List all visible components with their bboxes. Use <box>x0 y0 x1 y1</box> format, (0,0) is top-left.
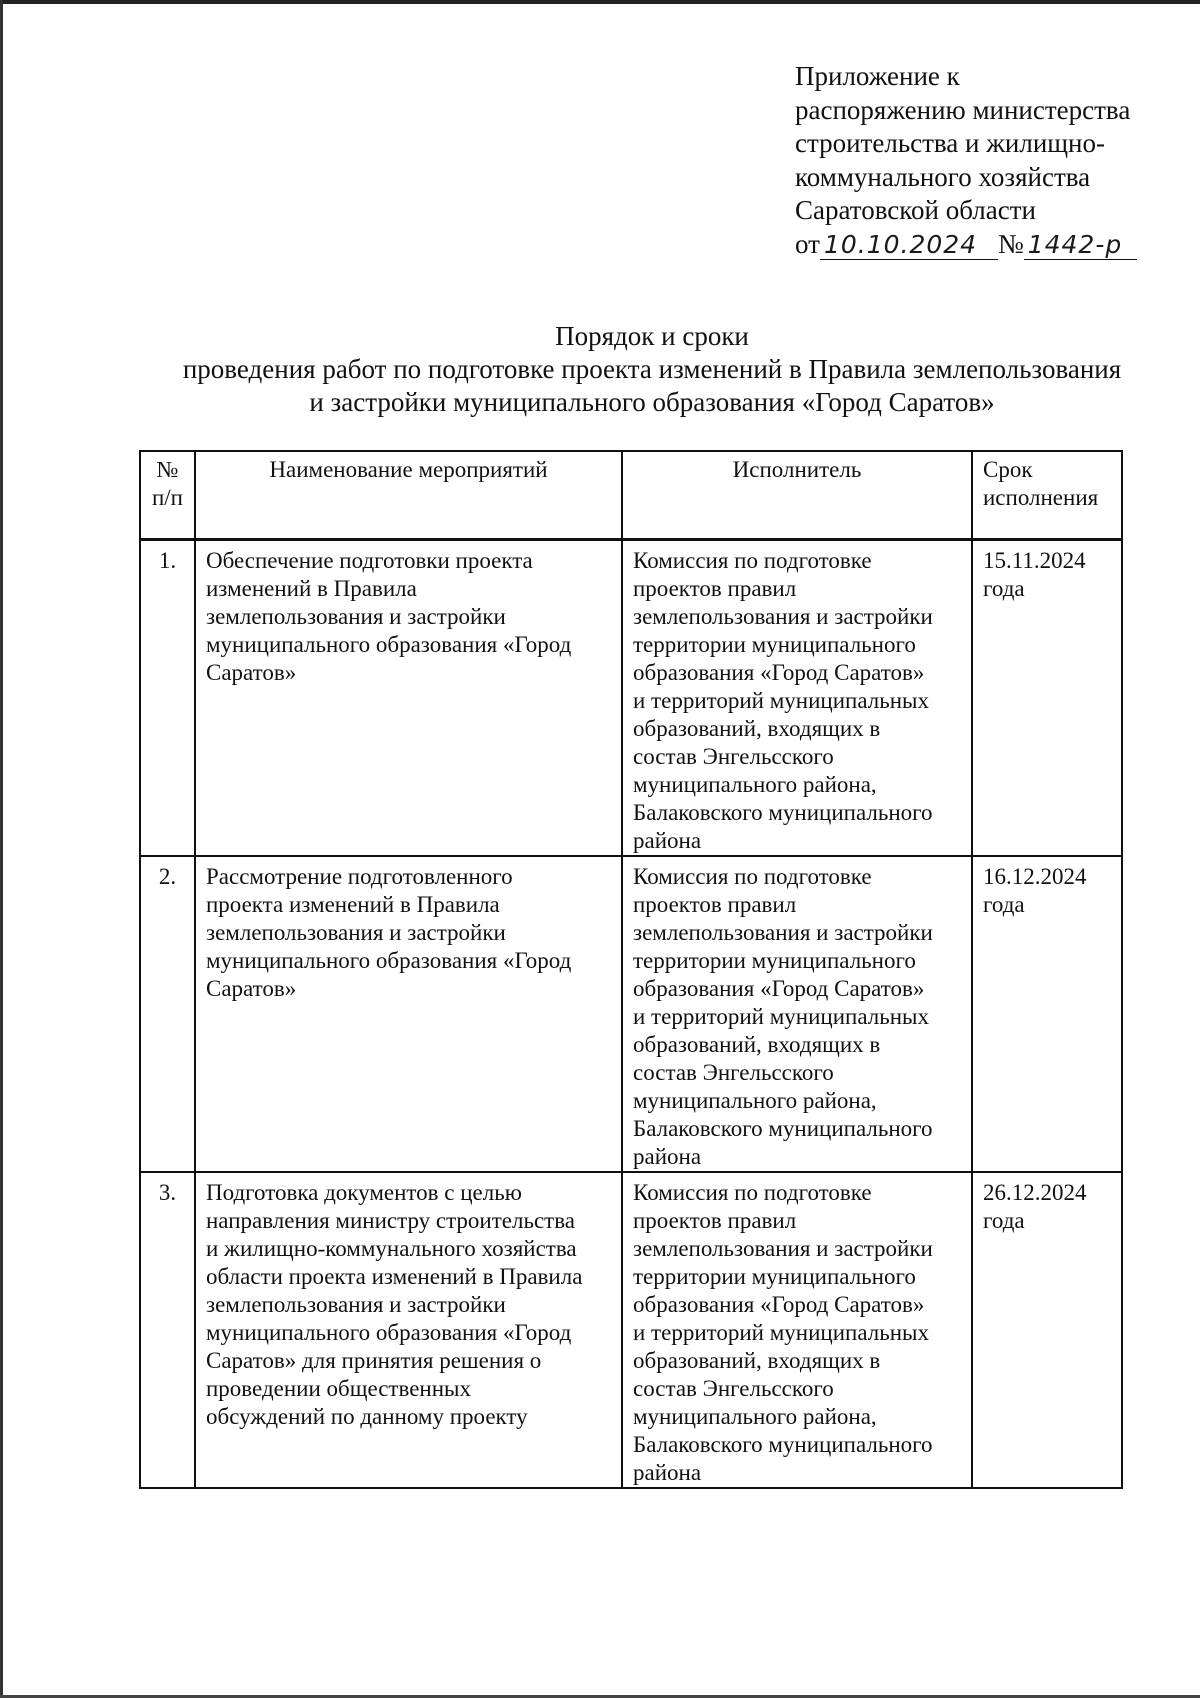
cell-text: 1. <box>158 547 177 573</box>
appendix-header <box>795 60 1175 261</box>
row-activity <box>195 856 622 1172</box>
appendix-line: Приложение к <box>795 61 960 91</box>
cell-text-line: Комиссия по подготовке <box>633 1179 872 1205</box>
cell-text <box>623 857 971 1171</box>
header-activity-name <box>195 451 622 539</box>
cell-text-line: 26.12.2024 <box>983 1179 1087 1205</box>
number-prefix: № <box>997 228 1024 259</box>
document-title <box>130 320 1174 419</box>
cell-text-line: направления министру строительства <box>206 1207 575 1233</box>
cell-text-line: землепользования и застройки <box>206 1291 506 1317</box>
header-deadline <box>972 451 1122 539</box>
cell-text-line: и территорий муниципальных <box>633 687 929 713</box>
cell-text-line: и территорий муниципальных <box>633 1003 929 1029</box>
cell-text-line: Комиссия по подготовке <box>633 863 872 889</box>
cell-text <box>973 857 1121 919</box>
row-deadline <box>972 856 1122 1172</box>
cell-text-line: землепользования и застройки <box>633 919 933 945</box>
title-line: и застройки муниципального образования «Город Саратов» <box>309 387 995 417</box>
cell-text-line: муниципального образования «Город <box>206 631 572 657</box>
cell-text-line: муниципального района, <box>633 771 877 797</box>
date-prefix: от <box>795 228 820 259</box>
cell-text-line: Балаковского муниципального <box>633 1115 933 1141</box>
cell-text <box>141 452 194 516</box>
cell-text-line: образований, входящих в <box>633 1347 881 1373</box>
row-deadline <box>972 1172 1122 1488</box>
cell-text-line: 15.11.2024 <box>983 547 1086 573</box>
cell-text: Исполнитель <box>732 457 862 482</box>
cell-text-line: образований, входящих в <box>633 1031 881 1057</box>
header-number <box>140 451 195 539</box>
handwritten-date: 10.10.2024 <box>820 231 998 260</box>
cell-text-line: состав Энгельсского <box>633 1375 834 1401</box>
cell-text <box>973 452 1121 516</box>
appendix-line: распоряжению министерства <box>795 94 1131 125</box>
cell-text-line: и территорий муниципальных <box>633 1319 929 1345</box>
row-deadline <box>972 539 1122 856</box>
row-executor <box>622 1172 972 1488</box>
cell-text-line: землепользования и застройки <box>206 603 506 629</box>
cell-text-line: Саратов» для принятия решения о <box>206 1347 542 1373</box>
cell-text-line: года <box>983 1207 1025 1233</box>
header-deadline-line: исполнения <box>983 485 1099 510</box>
row-executor <box>622 539 972 856</box>
appendix-line: коммунального хозяйства <box>795 161 1091 192</box>
appendix-line: строительства и жилищно- <box>795 128 1105 158</box>
cell-text-line: области проекта изменений в Правила <box>206 1263 583 1289</box>
cell-text-line: 16.12.2024 <box>983 863 1087 889</box>
cell-text <box>196 1173 621 1431</box>
cell-text-line: муниципального образования «Город <box>206 947 572 973</box>
table-row <box>140 856 1122 1172</box>
table-row <box>140 1172 1122 1488</box>
cell-text-line: проектов правил <box>633 1207 797 1233</box>
cell-text-line: землепользования и застройки <box>633 1235 933 1261</box>
cell-text-line: Обеспечение подготовки проекта <box>206 547 533 573</box>
row-activity <box>195 1172 622 1488</box>
cell-text-line: года <box>983 891 1025 917</box>
cell-text-line: обсуждений по данному проекту <box>206 1403 528 1429</box>
cell-text <box>973 1173 1121 1235</box>
cell-text-line: муниципального образования «Город <box>206 1319 572 1345</box>
cell-text-line: территории муниципального <box>633 631 916 657</box>
cell-text-line: территории муниципального <box>633 1263 916 1289</box>
cell-text-line: года <box>983 575 1025 601</box>
table-header-row <box>140 451 1122 539</box>
cell-text: 2. <box>158 863 177 889</box>
cell-text: Наименование мероприятий <box>269 457 548 482</box>
handwritten-number: 1442-р <box>1024 231 1137 260</box>
title-line: Порядок и сроки <box>555 321 749 351</box>
cell-text-line: проекта изменений в Правила <box>206 891 500 917</box>
cell-text-line: образования «Город Саратов» <box>633 1291 925 1317</box>
header-deadline-line: Срок <box>983 457 1033 482</box>
cell-text <box>623 541 971 855</box>
appendix-line: Саратовской области <box>795 195 1036 225</box>
cell-text-line: района <box>633 1459 702 1485</box>
header-executor <box>622 451 972 539</box>
cell-text-line: состав Энгельсского <box>633 743 834 769</box>
cell-text-line: проектов правил <box>633 575 797 601</box>
row-executor <box>622 856 972 1172</box>
row-number <box>140 1172 195 1488</box>
cell-text-line: образования «Город Саратов» <box>633 975 925 1001</box>
cell-text-line: изменений в Правила <box>206 575 417 601</box>
scan-edge-top <box>0 0 1200 4</box>
cell-text <box>196 857 621 1003</box>
cell-text-line: территории муниципального <box>633 947 916 973</box>
cell-text: 3. <box>158 1179 177 1205</box>
row-activity <box>195 539 622 856</box>
title-line: проведения работ по подготовке проекта изменений в Правила землепользования <box>182 354 1122 384</box>
schedule-table <box>139 450 1123 1489</box>
cell-text-line: Саратов» <box>206 659 297 685</box>
scan-edge-left <box>0 0 3 1698</box>
cell-text-line: Комиссия по подготовке <box>633 547 872 573</box>
cell-text-line: образования «Город Саратов» <box>633 659 925 685</box>
cell-text-line: Саратов» <box>206 975 297 1001</box>
header-number-line: № <box>156 457 179 482</box>
order-date-number <box>795 228 1175 262</box>
row-number <box>140 856 195 1172</box>
cell-text-line: Подготовка документов с целью <box>206 1179 522 1205</box>
cell-text-line: Балаковского муниципального <box>633 1431 933 1457</box>
cell-text-line: Балаковского муниципального <box>633 799 933 825</box>
cell-text-line: района <box>633 1143 702 1169</box>
cell-text-line: землепользования и застройки <box>633 603 933 629</box>
cell-text-line: района <box>633 827 702 853</box>
cell-text-line: проведении общественных <box>206 1375 471 1401</box>
cell-text-line: образований, входящих в <box>633 715 881 741</box>
cell-text-line: проектов правил <box>633 891 797 917</box>
cell-text-line: землепользования и застройки <box>206 919 506 945</box>
cell-text <box>623 1173 971 1487</box>
cell-text <box>196 541 621 687</box>
cell-text-line: муниципального района, <box>633 1403 877 1429</box>
header-number-line: п/п <box>151 485 183 510</box>
cell-text-line: Рассмотрение подготовленного <box>206 863 513 889</box>
cell-text-line: состав Энгельсского <box>633 1059 834 1085</box>
row-number <box>140 539 195 856</box>
cell-text-line: муниципального района, <box>633 1087 877 1113</box>
cell-text-line: и жилищно-коммунального хозяйства <box>206 1235 577 1261</box>
table-row <box>140 539 1122 856</box>
cell-text <box>973 541 1121 603</box>
